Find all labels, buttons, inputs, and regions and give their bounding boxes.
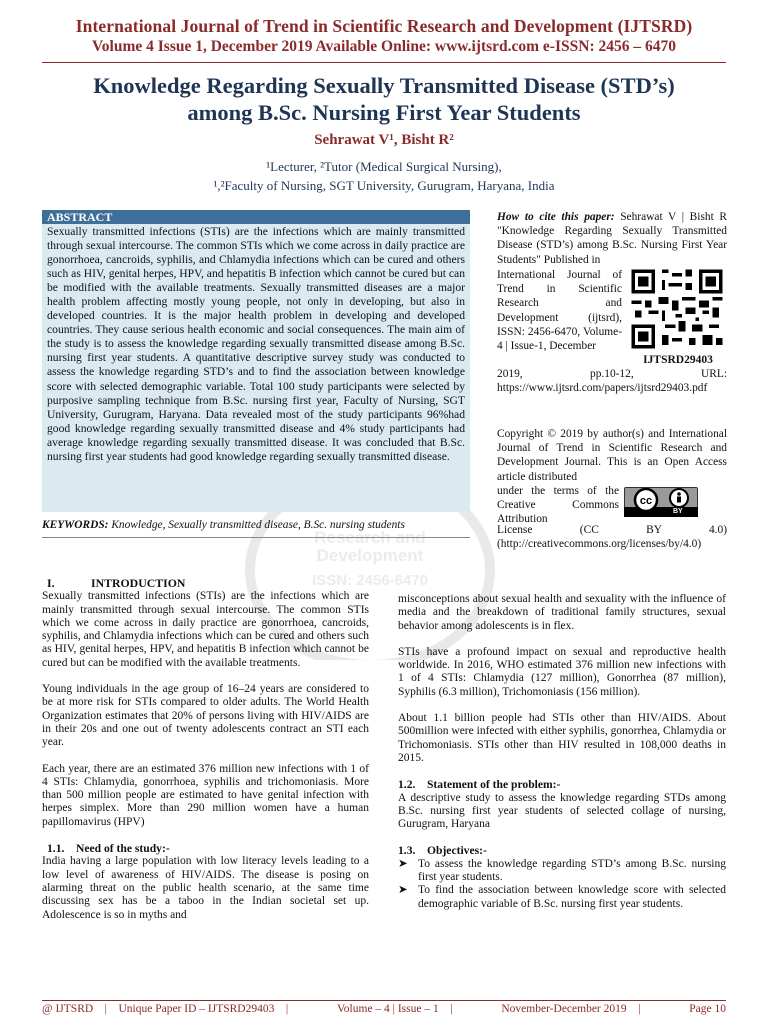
objective-item-1 <box>398 858 726 885</box>
need-heading: 1.1. Need of the study:- <box>47 842 170 856</box>
intro-heading <box>42 577 369 590</box>
citation-mid-text: International Journal of Trend in Scientific Research and Development (ijtsrd), ISSN: 2456-6470, Volume-4 | Issue-1, December <box>497 269 622 353</box>
watermark-line-2: Development <box>316 546 424 565</box>
cc-icon <box>624 487 698 517</box>
watermark-line-3: ISSN: 2456-6470 <box>312 572 428 589</box>
problem-paragraph: A descriptive study to assess the knowledge regarding STDs among B.Sc. nursing first year students of selected collage of nursing, Gurugram, Haryana <box>398 791 726 831</box>
objective-text-2: To find the association between knowledge score with selected demographic variable of B.Sc. nursing first year students. <box>418 884 726 910</box>
qr-code-icon[interactable] <box>628 266 726 352</box>
watermark-line-1: Research and <box>314 528 426 547</box>
authors: Sehrawat V¹, Bisht R² <box>314 132 454 148</box>
intro-paragraph-1: Sexually transmitted infections (STIs) are the infections which are mainly transmitted through sexual intercourse. The common STIs which we come across in daily practice are gonorrhoea, cancroids, syphilis, and Chlamydia infections which can be cured and others such as HIV, genital herpes, HPV, and hepatitis B infection which cannot be cured but can be modified with the available treatments. <box>42 590 369 669</box>
keywords-label: KEYWORDS: <box>42 519 109 531</box>
right-paragraph-2: STIs have a profound impact on sexual and reproductive health worldwide. In 2016, WHO estimated 376 million new infections with 1 of 4 STIs: Chlamydia (127 million), Gonorrhea (87 million), Syphilis (6.3 million), Trichomoniasis (156 million). <box>398 645 726 698</box>
citation-label: How to cite this paper: <box>497 211 615 223</box>
title-line-1: Knowledge Regarding Sexually Transmitted Disease (STD’s) <box>93 73 675 98</box>
header-rule <box>42 62 726 63</box>
paper-title <box>30 72 738 126</box>
intro-title: INTRODUCTION <box>91 576 186 590</box>
cc-by-label: BY <box>673 508 683 515</box>
footer-date: November-December 2019 | <box>501 1003 641 1015</box>
footer-rule <box>42 1000 726 1001</box>
journal-name: International Journal of Trend in Scientific Research and Development (IJTSRD) <box>75 16 693 36</box>
title-line-2: among B.Sc. Nursing First Year Students <box>187 100 581 125</box>
arrow-bullet-icon: ➤ <box>398 857 408 870</box>
footer-paper-id: @ IJTSRD | Unique Paper ID – IJTSRD29403 | <box>42 1003 289 1015</box>
affiliation-1: ¹Lecturer, ²Tutor (Medical Surgical Nursing), <box>266 159 502 174</box>
copyright-left: under the terms of the Creative Commons Attribution <box>497 485 619 526</box>
citation-text: Sehrawat V | Bisht R "Knowledge Regarding Sexually Transmitted Disease (STD’s) among B.Sc. Nursing First Year Students" Published in <box>497 211 727 266</box>
problem-heading: 1.2. Statement of the problem:- <box>398 778 561 792</box>
page-footer <box>42 1003 726 1015</box>
objective-item-2 <box>398 884 726 911</box>
citation-middle <box>497 226 622 353</box>
arrow-bullet-icon: ➤ <box>398 884 408 897</box>
keywords <box>42 519 472 531</box>
objectives-heading: 1.3. Objectives:- <box>398 844 487 858</box>
keywords-text: Knowledge, Sexually transmitted disease, B.Sc. nursing students <box>108 519 405 531</box>
right-paragraph-3: About 1.1 billion people had STIs other than HIV/AIDS. About 500million were infected with either syphilis, gonorrhea, Chlamydia or Trichomoniasis. STIs other than HIV resulted in 108,000 deaths in 2015. <box>398 712 726 764</box>
right-paragraph-1: misconceptions about sexual health and sexuality with the influence of media and the breakdown of traditional family structures, sexual behavior among adolescents is in flex. <box>398 593 726 632</box>
volume-line: Volume 4 Issue 1, December 2019 Available Online: www.ijtsrd.com e-ISSN: 2456 – 6470 <box>92 38 676 55</box>
intro-number: I. <box>47 576 55 590</box>
copyright-text: Copyright © 2019 by author(s) and International Journal of Trend in Scientific Research and Development Journal. This is an Open Access article distributed <box>497 428 727 483</box>
intro-paragraph-2: Young individuals in the age group of 16–24 years are considered to be at more risk for STIs compared to older adults. The World Health Organization estimates that 20% of persons living with HIV/AIDS are in their 20s and one out of twenty adolescents contract an STI each year. <box>42 683 369 749</box>
citation-tail[interactable]: 2019, pp.10-12, URL: https://www.ijtsrd.com/papers/ijtsrd29403.pdf <box>497 368 727 395</box>
objective-text-1: To assess the knowledge regarding STD’s among B.Sc. nursing first year students. <box>418 857 726 884</box>
affiliation-2: ¹,²Faculty of Nursing, SGT University, Gurugram, Haryana, India <box>213 178 555 193</box>
cc-license-badge[interactable] <box>624 487 698 517</box>
footer-volume: Volume – 4 | Issue – 1 | <box>336 1003 453 1015</box>
intro-paragraph-3: Each year, there are an estimated 376 million new infections with 1 of 4 STIs: Chlamydia, gonorrhoea, syphilis and trichomoniasis. More than 500 million people are estimated to have genital infection with herpes simplex. More than 290 million women have a human papillomavirus (HPV) <box>42 762 369 828</box>
need-paragraph: India having a large population with low literacy levels leading to a low level of awareness of HIV/AIDS. The disease is posing on alarming threat on the public health scenario, at the same time discussing sex has be a taboo in the Indian societal set up. Adolescence is so in myths and <box>42 855 369 921</box>
page-number: Page 10 <box>689 1003 726 1015</box>
left-column <box>42 577 369 922</box>
right-column <box>398 593 726 911</box>
qr-paper-id: IJTSRD29403 <box>643 354 713 366</box>
keywords-rule <box>42 537 470 538</box>
svg-text:cc: cc <box>639 495 653 507</box>
copyright-tail[interactable]: License (CC BY 4.0) (http://creativecommons.org/licenses/by/4.0) <box>497 524 727 551</box>
abstract-heading: ABSTRACT <box>42 210 470 224</box>
abstract-body: Sexually transmitted infections (STIs) are the infections which are mainly transmitted through sexual intercourse. The common STIs which we come across in daily practice are gonorrhoea, cancroids, syphilis, and Chlamydia infections which can be cured and others such as HIV, genital herpes, HPV, and hepatitis B infection which cannot be cured but can be modified with the available treatments. Sexually transmitted diseases are a major health problem affecting mostly young people, not only in developing, but also in developed countries. It is the major health problem in developing and developed countries. They cause serious health economic and social consequences. The main aim of the study is to assess the knowledge regarding sexually transmitted disease among B.Sc. nursing first year students. A quantitative descriptive survey study was conducted to assess the knowledge regarding STD’s and to find the association between knowledge score with selected demographic variable. Total 100 study participants were selected by purposive sampling technique from B.Sc. nursing first year, Faculty of Nursing, SGT University, Gurugram, Haryana. Data revealed most of the study participants 96%had good knowledge regarding sexually transmitted disease and 4% study participants had average knowledge regarding sexually transmitted disease. It was concluded that B.Sc. nursing first year students had good knowledge regarding sexually transmitted disease. <box>42 224 470 512</box>
